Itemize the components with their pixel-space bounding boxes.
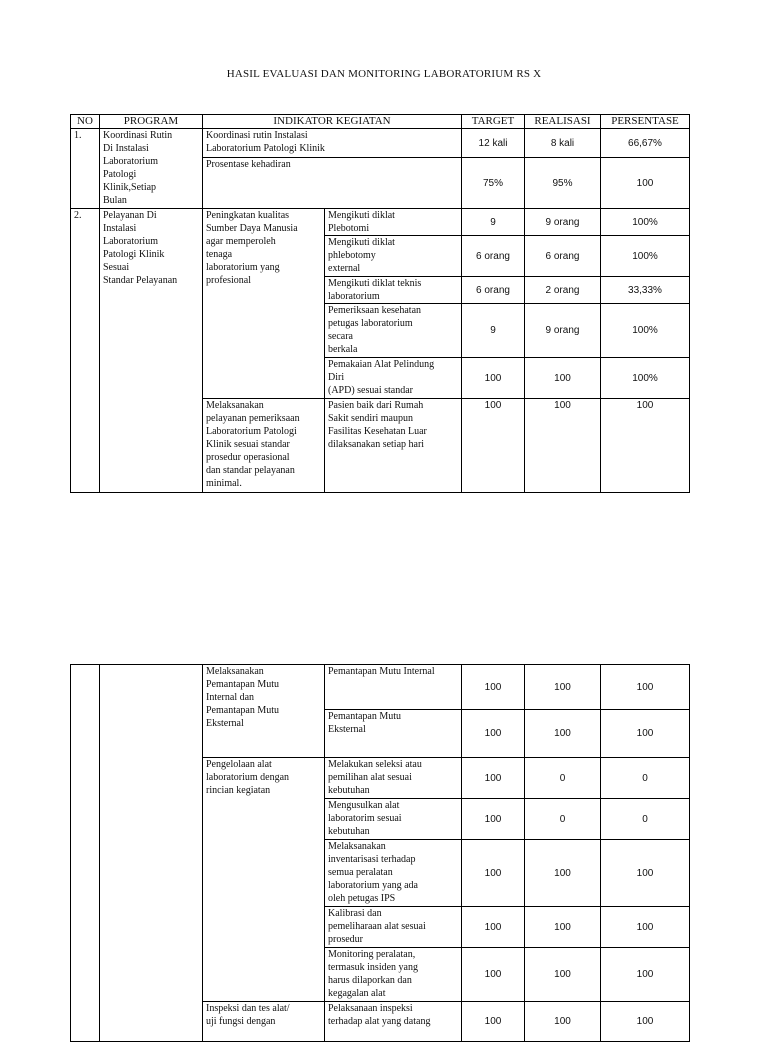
target-cell: 100 xyxy=(462,907,525,948)
target-cell: 75% xyxy=(462,158,525,209)
target-cell: 100 xyxy=(462,758,525,799)
persentase-cell: 100 xyxy=(601,840,690,907)
header-row xyxy=(71,115,690,129)
realisasi-cell: 100 xyxy=(525,399,601,493)
realisasi-cell: 100 xyxy=(525,840,601,907)
document-title: HASIL EVALUASI DAN MONITORING LABORATORIUM RS X xyxy=(226,68,542,80)
realisasi-cell: 2 orang xyxy=(525,277,601,304)
program-cell: Koordinasi Rutin Di Instalasi Laboratorium Patologi Klinik,Setiap Bulan xyxy=(100,129,203,209)
persentase-cell: 66,67% xyxy=(601,129,690,158)
persentase-cell: 100% xyxy=(601,236,690,277)
table-row xyxy=(71,665,690,710)
indikator-cell: Pelaksanaan inspeksi terhadap alat yang datang xyxy=(325,1002,462,1042)
persentase-cell: 100% xyxy=(601,358,690,399)
header-realisasi: REALISASI xyxy=(525,115,601,129)
realisasi-cell: 100 xyxy=(525,1002,601,1042)
kegiatan-cell: Pengelolaan alat laboratorium dengan rincian kegiatan xyxy=(203,758,325,1002)
persentase-cell: 100% xyxy=(601,304,690,358)
table-row xyxy=(71,129,690,158)
persentase-cell: 100 xyxy=(601,399,690,493)
indikator-cell: Mengikuti diklat phlebotomy external xyxy=(325,236,462,277)
target-cell: 100 xyxy=(462,948,525,1002)
target-cell: 100 xyxy=(462,1002,525,1042)
realisasi-cell: 8 kali xyxy=(525,129,601,158)
realisasi-cell: 100 xyxy=(525,710,601,758)
indikator-cell: Pemantapan Mutu Internal xyxy=(325,665,462,710)
indikator-cell: Pemeriksaan kesehatan petugas laboratorium secara berkala xyxy=(325,304,462,358)
program-cell-empty xyxy=(100,665,203,1042)
header-persentase: PERSENTASE xyxy=(601,115,690,129)
target-cell: 9 xyxy=(462,209,525,236)
target-cell: 100 xyxy=(462,399,525,493)
indikator-cell: Pemakaian Alat Pelindung Diri (APD) sesuai standar xyxy=(325,358,462,399)
evaluation-table-page-1 xyxy=(70,114,690,493)
indikator-cell: Mengusulkan alat laboratorim sesuai kebutuhan xyxy=(325,799,462,840)
realisasi-cell: 100 xyxy=(525,665,601,710)
realisasi-cell: 9 orang xyxy=(525,209,601,236)
indikator-cell: Mengikuti diklat Plebotomi xyxy=(325,209,462,236)
target-cell: 100 xyxy=(462,710,525,758)
header-target: TARGET xyxy=(462,115,525,129)
persentase-cell: 33,33% xyxy=(601,277,690,304)
kegiatan-cell: Melaksanakan pelayanan pemeriksaan Laboratorium Patologi Klinik sesuai standar prosedur operasional dan standar pelayanan minimal. xyxy=(203,399,325,493)
target-cell: 9 xyxy=(462,304,525,358)
persentase-cell: 100 xyxy=(601,907,690,948)
target-cell: 6 orang xyxy=(462,236,525,277)
header-indikator: INDIKATOR KEGIATAN xyxy=(203,115,462,129)
indikator-cell: Pemantapan Mutu Eksternal xyxy=(325,710,462,758)
target-cell: 100 xyxy=(462,840,525,907)
indikator-cell: Monitoring peralatan, termasuk insiden yang harus dilaporkan dan kegagalan alat xyxy=(325,948,462,1002)
evaluation-table-page-2 xyxy=(70,664,690,1042)
persentase-cell: 100 xyxy=(601,710,690,758)
realisasi-cell: 0 xyxy=(525,799,601,840)
target-cell: 6 orang xyxy=(462,277,525,304)
target-cell: 100 xyxy=(462,665,525,710)
realisasi-cell: 100 xyxy=(525,907,601,948)
persentase-cell: 100 xyxy=(601,948,690,1002)
indikator-cell: Mengikuti diklat teknis laboratorium xyxy=(325,277,462,304)
program-cell: Pelayanan Di Instalasi Laboratorium Patologi Klinik Sesuai Standar Pelayanan xyxy=(100,209,203,493)
realisasi-cell: 100 xyxy=(525,358,601,399)
header-no: NO xyxy=(71,115,100,129)
row-number: 1. xyxy=(71,129,100,209)
target-cell: 100 xyxy=(462,799,525,840)
kegiatan-cell: Peningkatan kualitas Sumber Daya Manusia agar memperoleh tenaga laboratorium yang profesional xyxy=(203,209,325,399)
table-row xyxy=(71,209,690,236)
header-program: PROGRAM xyxy=(100,115,203,129)
realisasi-cell: 0 xyxy=(525,758,601,799)
indikator-cell: Pasien baik dari Rumah Sakit sendiri maupun Fasilitas Kesehatan Luar dilaksanakan setiap hari xyxy=(325,399,462,493)
row-number-empty xyxy=(71,665,100,1042)
indikator-cell: Kalibrasi dan pemeliharaan alat sesuai prosedur xyxy=(325,907,462,948)
realisasi-cell: 95% xyxy=(525,158,601,209)
realisasi-cell: 100 xyxy=(525,948,601,1002)
persentase-cell: 100 xyxy=(601,1002,690,1042)
persentase-cell: 0 xyxy=(601,799,690,840)
persentase-cell: 100 xyxy=(601,158,690,209)
target-cell: 12 kali xyxy=(462,129,525,158)
kegiatan-cell: Melaksanakan Pemantapan Mutu Internal dan Pemantapan Mutu Eksternal xyxy=(203,665,325,758)
persentase-cell: 0 xyxy=(601,758,690,799)
indikator-cell: Melakukan seleksi atau pemilihan alat sesuai kebutuhan xyxy=(325,758,462,799)
realisasi-cell: 6 orang xyxy=(525,236,601,277)
kegiatan-cell: Inspeksi dan tes alat/ uji fungsi dengan xyxy=(203,1002,325,1042)
realisasi-cell: 9 orang xyxy=(525,304,601,358)
target-cell: 100 xyxy=(462,358,525,399)
indikator-cell: Prosentase kehadiran xyxy=(203,158,462,209)
persentase-cell: 100% xyxy=(601,209,690,236)
row-number: 2. xyxy=(71,209,100,493)
indikator-cell: Melaksanakan inventarisasi terhadap semua peralatan laboratorium yang ada oleh petugas IPS xyxy=(325,840,462,907)
indikator-cell: Koordinasi rutin Instalasi Laboratorium Patologi Klinik xyxy=(203,129,462,158)
persentase-cell: 100 xyxy=(601,665,690,710)
